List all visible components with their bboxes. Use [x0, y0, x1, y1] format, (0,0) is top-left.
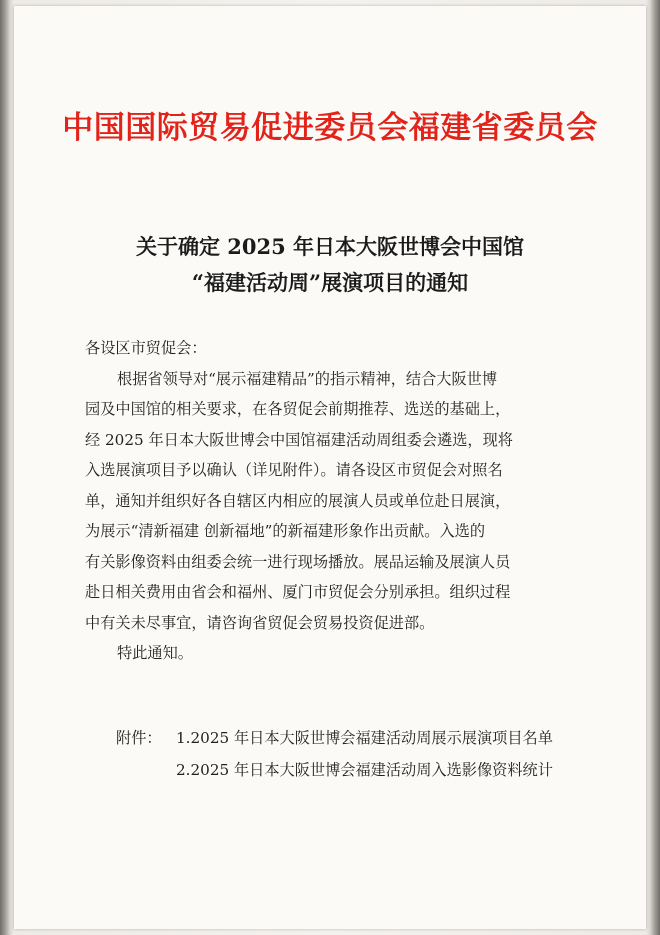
attachment-item: 1.2025 年日本大阪世博会福建活动周展示展演项目名单 [176, 729, 553, 747]
document-title [14, 229, 646, 301]
body-line: 园及中国馆的相关要求，在各贸促会前期推荐、选送的基础上， [85, 400, 511, 418]
closing-line: 特此通知。 [117, 644, 193, 662]
body-line: 有关影像资料由组委会统一进行现场播放。展品运输及展演人员 [85, 552, 511, 571]
attachments-list [116, 722, 553, 786]
attachments-label: 附件： [116, 729, 162, 747]
document-body [85, 333, 590, 669]
title-line-2: “福建活动周”展演项目的通知 [191, 270, 469, 295]
attachment-row [116, 722, 553, 754]
body-line: 根据省领导对“展示福建精品”的指示精神，结合大阪世博 [117, 369, 498, 388]
body-line: 中有关未尽事宜，请咨询省贸促会贸易投资促进部。 [85, 613, 435, 632]
title-line-1: 关于确定 2025 年日本大阪世博会中国馆 [135, 234, 525, 259]
attachment-item: 2.2025 年日本大阪世博会福建活动周入选影像资料统计 [176, 761, 553, 779]
body-line: 赴日相关费用由省会和福州、厦门市贸促会分别承担。组织过程 [85, 583, 511, 601]
attachment-row [116, 754, 553, 786]
body-line: 为展示“清新福建 创新福地”的新福建形象作出贡献。入选的 [85, 522, 486, 540]
document-page [14, 6, 646, 929]
body-line: 经 2025 年日本大阪世博会中国馆福建活动周组委会遴选，现将 [85, 430, 513, 449]
attachments-label-spacer [116, 754, 176, 786]
body-line: 入选展演项目予以确认（详见附件）。请各设区市贸促会对照名 [85, 461, 503, 479]
organization-header: 中国国际贸易促进委员会福建省委员会 [62, 110, 598, 146]
body-line: 单，通知并组织好各自辖区内相应的展演人员或单位赴日展演， [85, 491, 511, 510]
salutation: 各设区市贸促会： [85, 339, 207, 357]
